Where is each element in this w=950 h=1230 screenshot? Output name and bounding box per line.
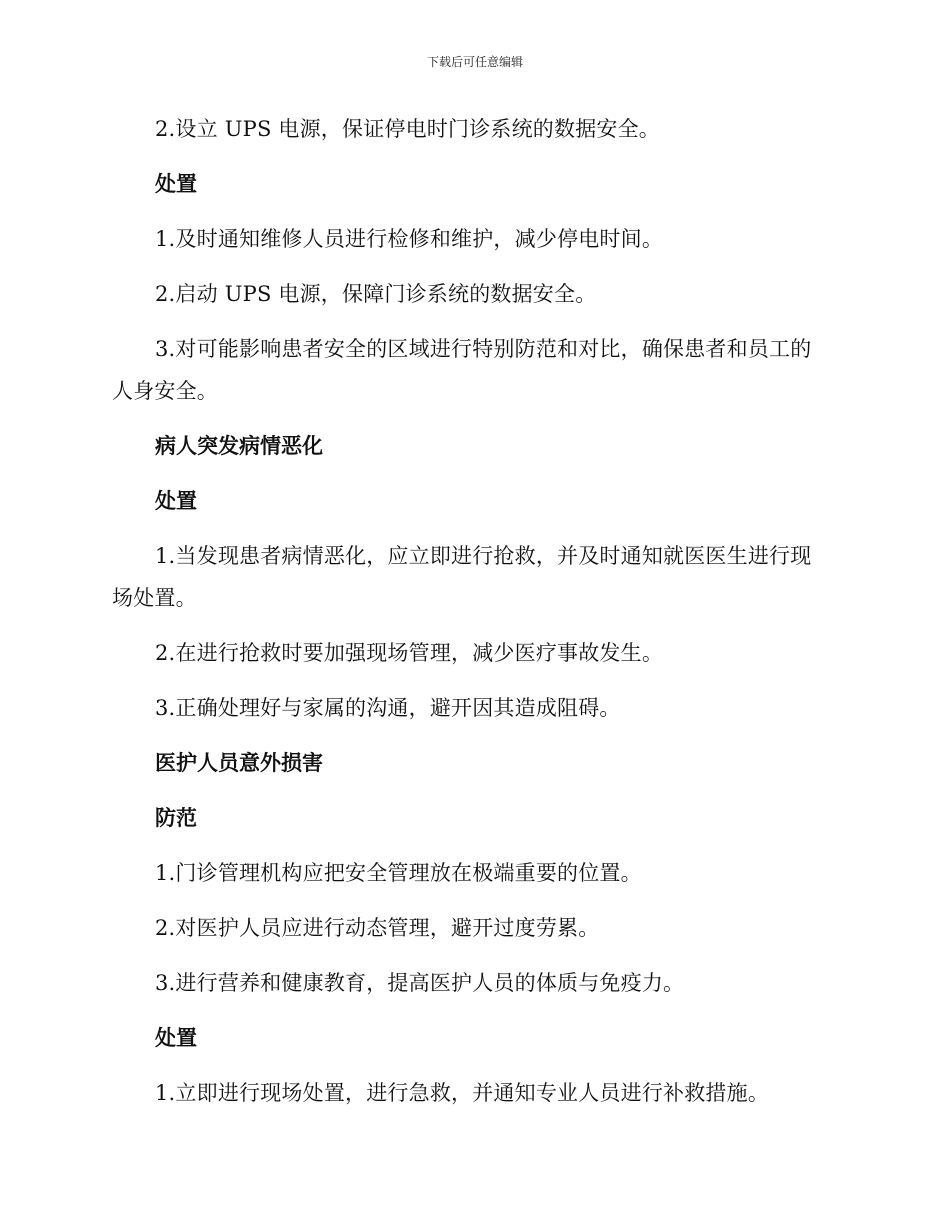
paragraph-safety-area: 3.对可能影响患者安全的区域进行特别防范和对比，确保患者和员工的人身安全。 xyxy=(112,337,812,403)
heading-patient-deterioration: 病人突发病情恶化 xyxy=(155,434,323,458)
heading-prevention: 防范 xyxy=(155,806,197,830)
page-header: 下载后可任意编辑 xyxy=(426,55,523,69)
paragraph-family-communication: 3.正确处理好与家属的沟通，避开因其造成阻碍。 xyxy=(155,696,621,720)
paragraph-site-management: 2.在进行抢救时要加强现场管理，减少医疗事故发生。 xyxy=(155,641,664,665)
paragraph-health-education: 3.进行营养和健康教育，提高医护人员的体质与免疫力。 xyxy=(155,971,685,995)
heading-disposal: 处置 xyxy=(155,1026,197,1050)
paragraph-rescue: 1.当发现患者病情恶化，应立即进行抢救，并及时通知就医医生进行现场处置。 xyxy=(112,544,812,610)
heading-disposal: 处置 xyxy=(155,489,197,513)
paragraph-notify-repair: 1.及时通知维修人员进行检修和维护，减少停电时间。 xyxy=(155,227,664,251)
paragraph-dynamic-management: 2.对医护人员应进行动态管理，避开过度劳累。 xyxy=(155,916,600,940)
paragraph-safety-priority: 1.门诊管理机构应把安全管理放在极端重要的位置。 xyxy=(155,861,642,885)
paragraph-start-ups: 2.启动 UPS 电源，保障门诊系统的数据安全。 xyxy=(155,282,597,306)
heading-disposal: 处置 xyxy=(155,172,197,196)
heading-staff-injury: 医护人员意外损害 xyxy=(155,751,323,775)
paragraph-ups-setup: 2.设立 UPS 电源，保证停电时门诊系统的数据安全。 xyxy=(155,117,660,141)
document-body xyxy=(112,108,832,1127)
paragraph-first-aid: 1.立即进行现场处置，进行急救，并通知专业人员进行补救措施。 xyxy=(155,1081,770,1105)
